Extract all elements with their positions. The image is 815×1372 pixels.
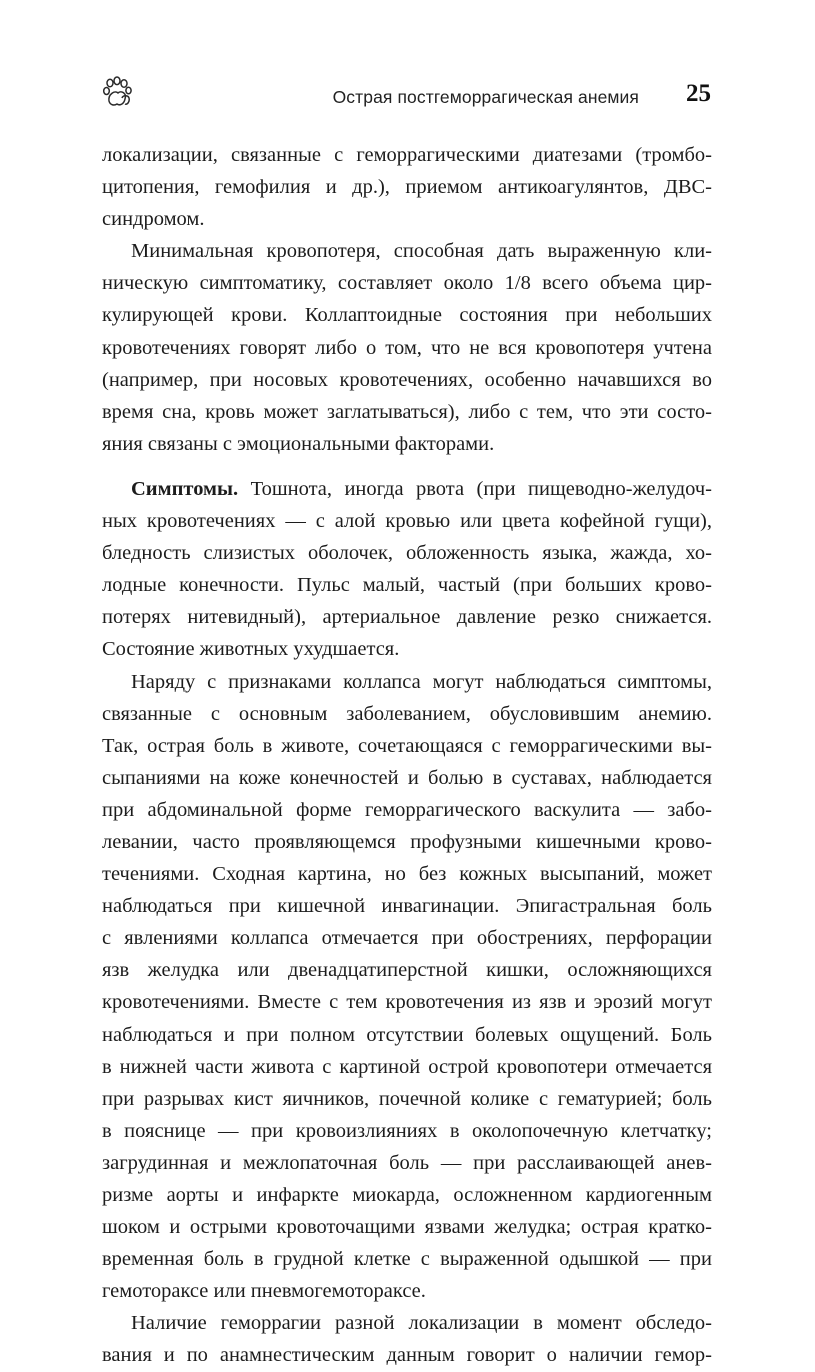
page-number: 25 xyxy=(686,80,711,107)
text-line: наблюдаться при кишечной инвагинации. Эпигастральная боль xyxy=(102,895,712,918)
text-line: язв желудка или двенадцатиперстной кишки, осложняющихся xyxy=(102,959,712,982)
text-line: синдромом. xyxy=(102,208,205,231)
text-line: ническую симптоматику, составляет около 1/8 всего объема цир- xyxy=(102,272,712,295)
text-line: ризме аорты и инфаркте миокарда, осложненном кардиогенным xyxy=(102,1184,712,1206)
text-line: течениями. Сходная картина, но без кожных высыпаний, может xyxy=(102,863,712,886)
text-line: время сна, кровь может заглатываться), либо с тем, что эти состо- xyxy=(102,400,712,423)
text-line xyxy=(102,473,712,505)
text-line: шоком и острыми кровоточащими язвами желудка; острая кратко- xyxy=(102,1216,712,1239)
text-line: с явлениями коллапса отмечается при обострениях, перфорации xyxy=(102,927,712,950)
text-line: гемотораксе или пневмогемотораксе. xyxy=(102,1280,426,1303)
running-header xyxy=(101,72,713,120)
text-line: яния связаны с эмоциональными факторами. xyxy=(102,432,495,455)
text-line: Наряду с признаками коллапса могут наблюдаться симптомы, xyxy=(131,670,712,693)
text-line: при разрывах кист яичников, почечной колике с гематурией; боль xyxy=(102,1087,712,1110)
text-line: кровотечениях говорят либо о том, что не вся кровопотеря учтена xyxy=(102,336,712,359)
paragraph xyxy=(102,1307,712,1371)
section-heading: Симптомы. xyxy=(131,477,239,500)
text-line: Состояние животных ухудшается. xyxy=(102,638,400,661)
text-line: в пояснице — при кровоизлияниях в околопочечную клетчатку; xyxy=(102,1119,712,1142)
paragraph-symptoms xyxy=(102,473,712,666)
text-line: сыпаниями на коже конечностей и болью в суставах, наблюдается xyxy=(102,766,712,789)
text-line: бледность слизистых оболочек, обложенность языка, жажда, хо- xyxy=(102,542,712,565)
text-fragment: Тошнота, иногда рвота (при пищеводно-желудоч- xyxy=(238,477,712,500)
running-title: Острая постгеморрагическая анемия xyxy=(332,87,639,107)
text-line: Наличие геморрагии разной локализации в момент обследо- xyxy=(131,1312,712,1335)
text-line: Так, острая боль в животе, сочетающаяся с геморрагическими вы- xyxy=(102,734,712,757)
text-line: цитопения, гемофилия и др.), приемом антикоагулянтов, ДВС- xyxy=(102,176,712,199)
text-line: левании, часто проявляющемся профузными кишечными крово- xyxy=(102,830,712,853)
text-line: ных кровотечениях — с алой кровью или цвета кофейной гущи), xyxy=(102,510,712,533)
text-line: вания и по анамнестическим данным говорит о наличии гемор- xyxy=(102,1344,712,1367)
text-line: кулирующей крови. Коллаптоидные состояния при небольших xyxy=(102,304,712,327)
paragraph xyxy=(102,139,712,235)
text-line: (например, при носовых кровотечениях, особенно начавшихся во xyxy=(102,368,712,391)
text-line: локализации, связанные с геморрагическими диатезами (тромбо- xyxy=(102,144,712,166)
text-line: лодные конечности. Пульс малый, частый (при больших крово- xyxy=(102,574,712,597)
text-line: в нижней части живота с картиной острой кровопотери отмечается xyxy=(102,1055,712,1078)
body-text xyxy=(102,139,712,1372)
paragraph xyxy=(102,666,712,1308)
text-line: Минимальная кровопотеря, способная дать выраженную кли- xyxy=(131,240,712,263)
text-line: загрудинная и межлопаточная боль — при расслаивающей анев- xyxy=(102,1151,712,1174)
text-line: связанные с основным заболеванием, обусловившим анемию. xyxy=(102,702,712,725)
text-line: при абдоминальной форме геморрагического васкулита — забо- xyxy=(102,798,712,821)
text-line: временная боль в грудной клетке с выраженной одышкой — при xyxy=(102,1248,712,1271)
paragraph xyxy=(102,235,712,460)
text-line: наблюдаться и при полном отсутствии болевых ощущений. Боль xyxy=(102,1023,712,1046)
text-line: потерях нитевидный), артериальное давление резко снижается. xyxy=(102,606,712,629)
text-line: кровотечениями. Вместе с тем кровотечения из язв и эрозий могут xyxy=(102,991,712,1014)
paw-print-icon xyxy=(101,76,135,110)
